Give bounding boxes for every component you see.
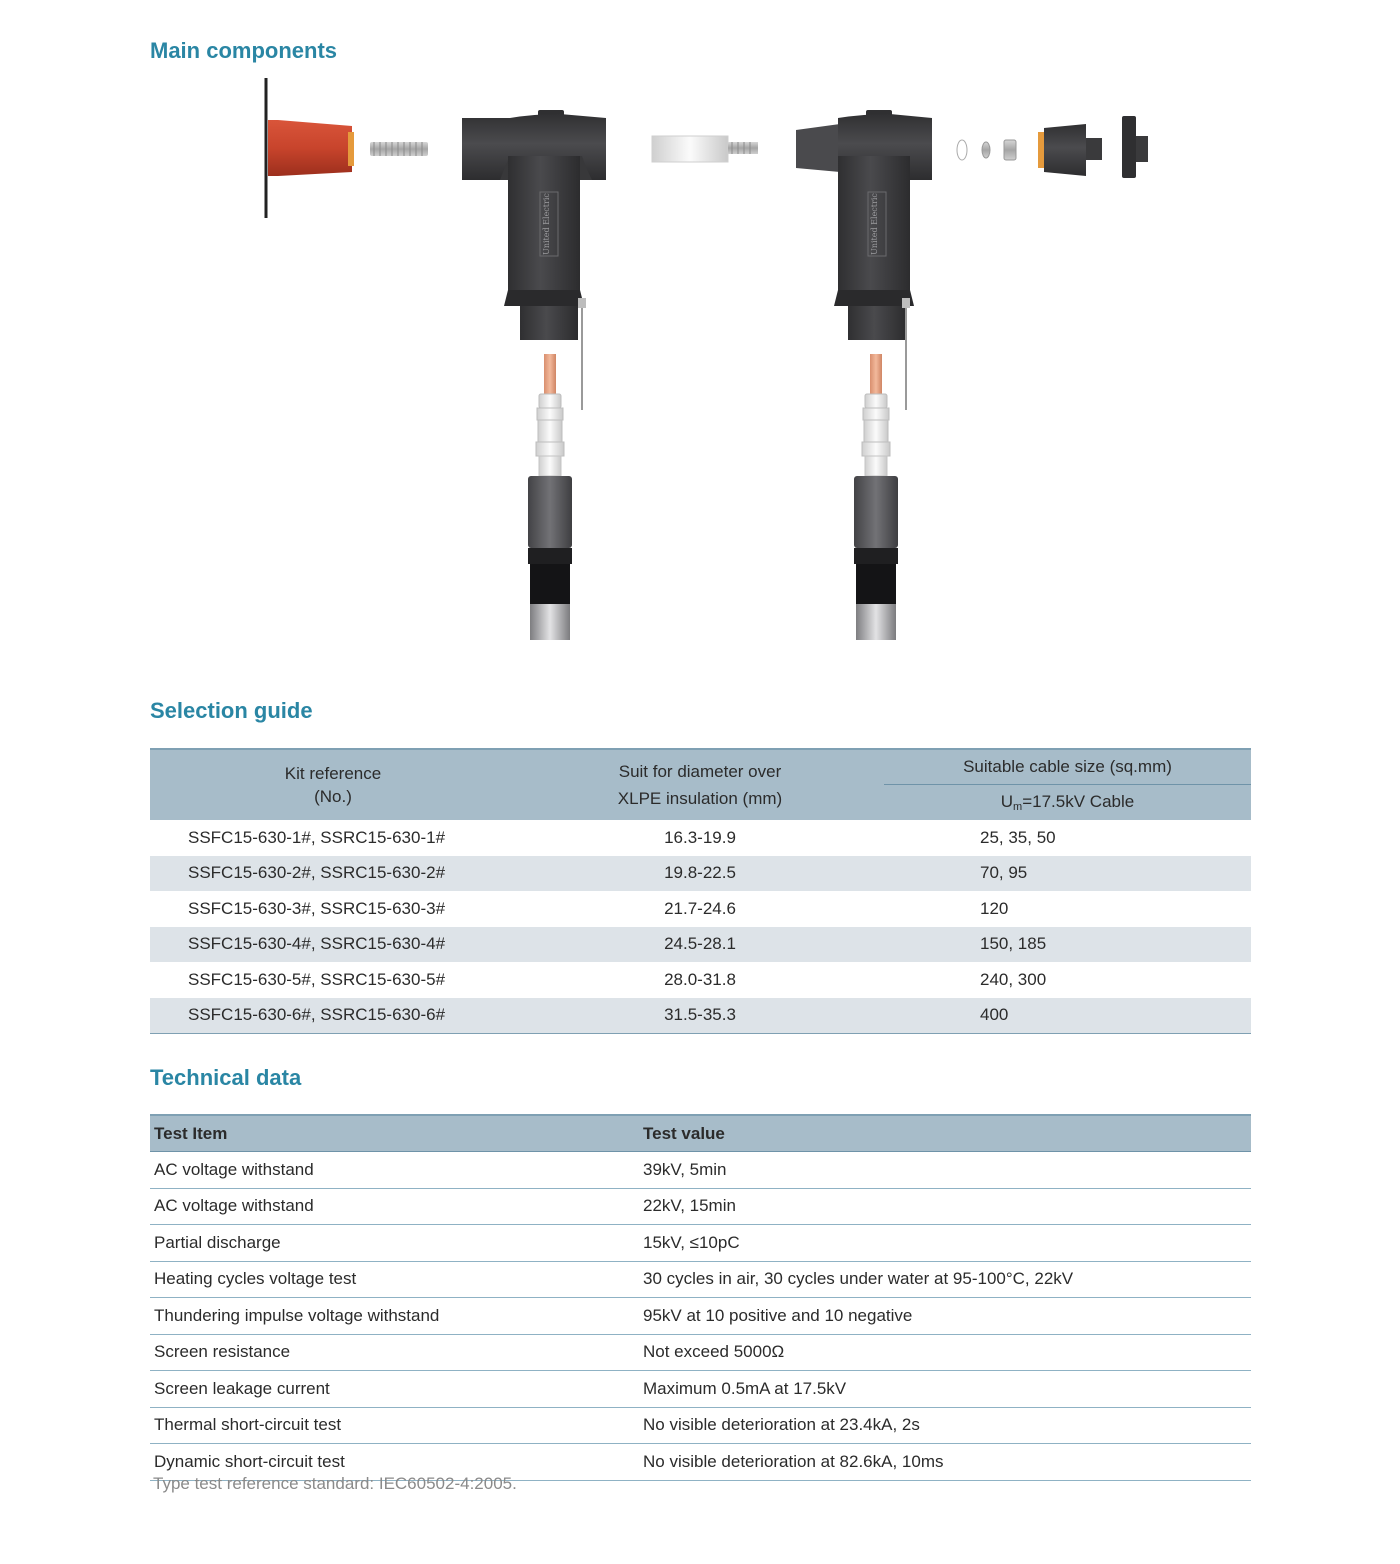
- test-item-cell: AC voltage withstand: [150, 1152, 639, 1189]
- table-row: [150, 1371, 1251, 1408]
- table-row: [150, 1261, 1251, 1298]
- table-row: [150, 1152, 1251, 1189]
- test-item-cell: AC voltage withstand: [150, 1188, 639, 1225]
- test-value-cell: 30 cycles in air, 30 cycles under water at 95-100°C, 22kV: [639, 1261, 1251, 1298]
- test-item-cell: Screen leakage current: [150, 1371, 639, 1408]
- selection-guide-title: Selection guide: [150, 698, 313, 723]
- test-value-cell: Not exceed 5000Ω: [639, 1334, 1251, 1371]
- cable-size-cell: 120: [980, 898, 1009, 918]
- table-row: [150, 1334, 1251, 1371]
- end-cap-part: [1122, 116, 1148, 178]
- rear-cable-assembly: [854, 354, 898, 640]
- cable-size-cell: 150, 185: [884, 927, 1251, 963]
- kit-reference-cell: SSFC15-630-5#, SSRC15-630-5#: [188, 969, 446, 989]
- cable-size-header: Suitable cable size (sq.mm): [884, 749, 1251, 785]
- diameter-cell: 21.7-24.6: [664, 898, 736, 918]
- test-value-cell: No visible deterioration at 82.6kA, 10ms: [639, 1444, 1251, 1481]
- um-suffix: =17.5kV Cable: [1022, 792, 1135, 811]
- diameter-header-line1: Suit for diameter over: [618, 762, 782, 781]
- test-value-cell: 39kV, 5min: [639, 1152, 1251, 1189]
- test-item-cell: Thermal short-circuit test: [150, 1407, 639, 1444]
- table-row: [150, 856, 1251, 892]
- rear-brand-label: United Electric: [870, 193, 879, 255]
- diameter-cell: 19.8-22.5: [516, 856, 884, 892]
- table-row: [150, 1407, 1251, 1444]
- test-item-cell: Screen resistance: [150, 1334, 639, 1371]
- test-value-cell: No visible deterioration at 23.4kA, 2s: [639, 1407, 1251, 1444]
- um-prefix: U: [1000, 792, 1014, 811]
- kit-reference-header: [150, 749, 516, 820]
- diameter-cell: 24.5-28.1: [516, 927, 884, 963]
- test-value-cell: 95kV at 10 positive and 10 negative: [639, 1298, 1251, 1335]
- stud-part: [370, 142, 428, 156]
- test-item-cell: Thundering impulse voltage withstand: [150, 1298, 639, 1335]
- bushing-part: [268, 120, 354, 176]
- voltage-class-header: [884, 785, 1251, 821]
- kit-reference-header-line1: Kit reference: [284, 764, 382, 783]
- cable-size-cell: 70, 95: [884, 856, 1251, 892]
- front-cable-assembly: [528, 354, 572, 640]
- test-item-cell: Dynamic short-circuit test: [150, 1444, 639, 1481]
- type-test-footnote: Type test reference standard: IEC60502-4:2005.: [153, 1474, 517, 1493]
- test-item-cell: Heating cycles voltage test: [150, 1261, 639, 1298]
- kit-reference-header-line2: (No.): [314, 787, 352, 806]
- diameter-cell: 31.5-35.3: [516, 998, 884, 1034]
- selection-guide-table: [150, 748, 1251, 1034]
- rear-t-connector: [796, 110, 932, 410]
- diameter-header: [516, 749, 884, 820]
- kit-reference-cell: SSFC15-630-3#, SSRC15-630-3#: [188, 898, 446, 918]
- front-t-connector: [462, 110, 606, 410]
- test-value-cell: 22kV, 15min: [639, 1188, 1251, 1225]
- cable-size-cell: 240, 300: [980, 969, 1047, 989]
- table-row: [150, 891, 1251, 927]
- kit-reference-cell: SSFC15-630-2#, SSRC15-630-2#: [150, 856, 516, 892]
- test-value-cell: Maximum 0.5mA at 17.5kV: [639, 1371, 1251, 1408]
- test-item-header: Test Item: [150, 1115, 639, 1152]
- technical-data-table: [150, 1114, 1251, 1481]
- kit-reference-cell: SSFC15-630-1#, SSRC15-630-1#: [188, 827, 446, 847]
- kit-reference-cell: SSFC15-630-4#, SSRC15-630-4#: [150, 927, 516, 963]
- table-row: [150, 927, 1251, 963]
- um-subscript: m: [1013, 801, 1023, 813]
- table-row: [150, 962, 1251, 998]
- components-illustration: [240, 76, 1180, 656]
- cable-size-cell: 400: [884, 998, 1251, 1034]
- test-item-cell: Partial discharge: [150, 1225, 639, 1262]
- table-row: [150, 820, 1251, 856]
- test-value-header: Test value: [639, 1115, 1251, 1152]
- cable-size-cell: 25, 35, 50: [980, 827, 1056, 847]
- diameter-cell: 28.0-31.8: [664, 969, 736, 989]
- technical-data-title: Technical data: [150, 1065, 302, 1090]
- table-row: [150, 1188, 1251, 1225]
- washer-nut-set: [957, 140, 1016, 160]
- main-components-title: Main components: [150, 38, 338, 63]
- table-row: [150, 1225, 1251, 1262]
- diameter-header-line2: XLPE insulation (mm): [617, 789, 783, 808]
- table-row: [150, 1298, 1251, 1335]
- table-row: [150, 998, 1251, 1034]
- test-value-cell: 15kV, ≤10pC: [639, 1225, 1251, 1262]
- rear-cap-part: [1038, 124, 1102, 176]
- diameter-cell: 16.3-19.9: [664, 827, 736, 847]
- front-brand-label: United Electric: [542, 193, 551, 255]
- insulating-plug-part: [652, 136, 758, 162]
- kit-reference-cell: SSFC15-630-6#, SSRC15-630-6#: [150, 998, 516, 1034]
